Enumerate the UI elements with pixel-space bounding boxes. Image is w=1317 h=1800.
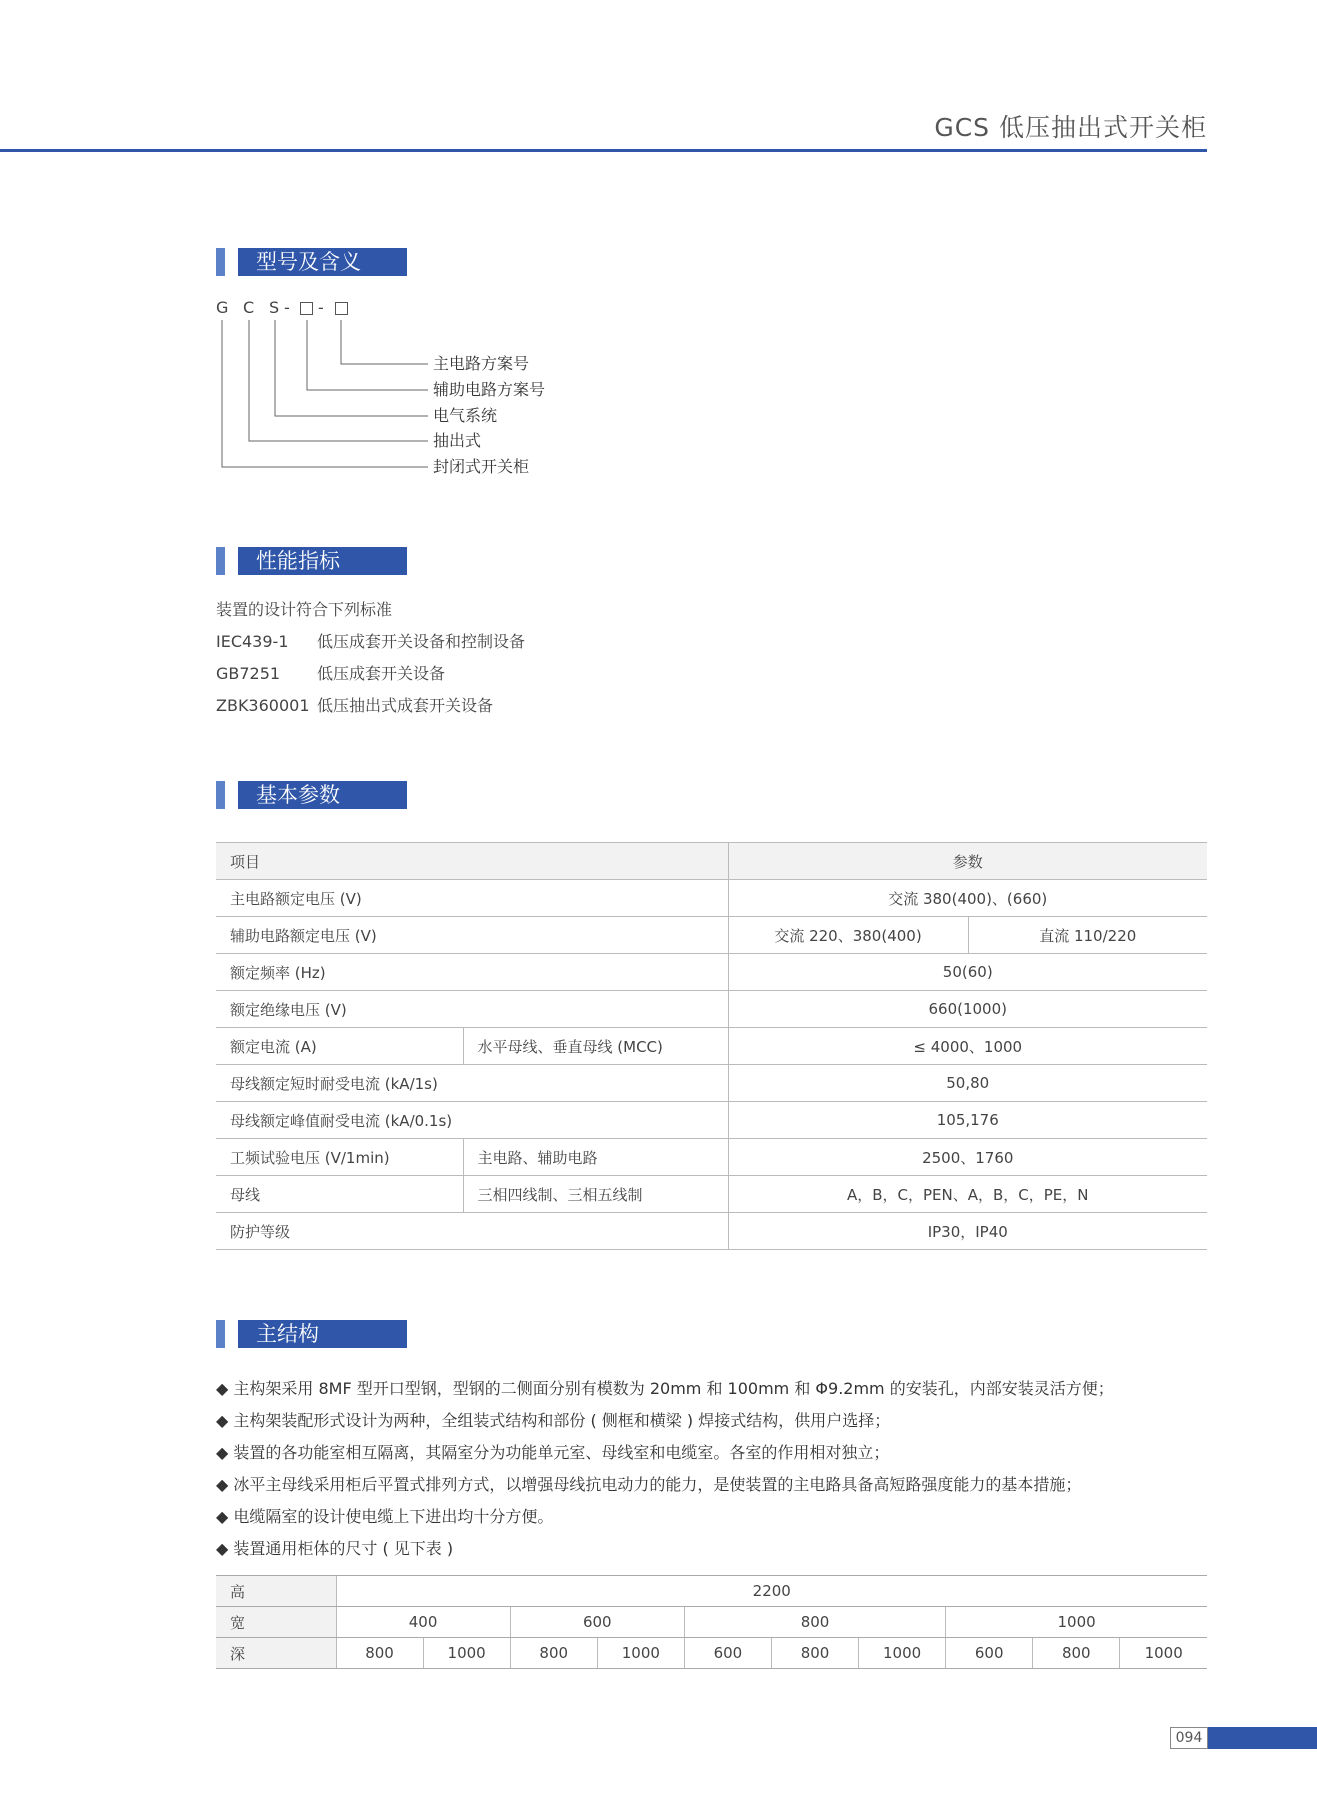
row-value: 交流 380(400)、(660) xyxy=(728,880,1207,917)
code-dash: - xyxy=(284,298,290,317)
standard-code: IEC439-1 xyxy=(216,632,289,651)
row-sublabel: 主电路、辅助电路 xyxy=(463,1139,728,1176)
page-number: 094 xyxy=(1170,1727,1208,1749)
section-title: 基本参数 xyxy=(256,783,340,807)
structure-bullet: ◆ 电缆隔室的设计使电缆上下进出均十分方便。 xyxy=(216,1507,554,1526)
depth-value: 1000 xyxy=(597,1638,684,1669)
legend-item: 电气系统 xyxy=(433,406,498,425)
row-value: 50,80 xyxy=(728,1065,1207,1102)
row-value: 50(60) xyxy=(728,954,1207,991)
depth-value: 800 xyxy=(510,1638,597,1669)
legend-item: 主电路方案号 xyxy=(433,354,530,373)
header-item: 项目 xyxy=(216,843,728,880)
standard-code: ZBK360001 xyxy=(216,696,310,715)
row-label: 工频试验电压 (V/1min) xyxy=(216,1139,463,1176)
code-dash: - xyxy=(318,298,324,317)
row-value: 105,176 xyxy=(728,1102,1207,1139)
legend-item: 封闭式开关柜 xyxy=(433,457,530,476)
section-title: 性能指标 xyxy=(256,549,340,573)
section-title: 型号及含义 xyxy=(256,250,361,274)
standard-name: 低压抽出式成套开关设备 xyxy=(317,696,494,715)
height-value: 2200 xyxy=(336,1576,1207,1607)
standard-item xyxy=(216,693,493,716)
standard-name: 低压成套开关设备 xyxy=(317,664,446,683)
standard-name: 低压成套开关设备和控制设备 xyxy=(317,632,526,651)
row-value: 直流 110/220 xyxy=(968,917,1207,954)
table-row xyxy=(216,991,1207,1028)
width-value: 400 xyxy=(336,1607,510,1638)
code-letter-c: C xyxy=(243,298,255,317)
depth-value: 800 xyxy=(771,1638,858,1669)
structure-bullet: ◆ 主构架装配形式设计为两种，全组装式结构和部份 ( 侧框和横梁 ) 焊接式结构，供用户选择； xyxy=(216,1411,891,1430)
depth-value: 600 xyxy=(684,1638,771,1669)
section-heading-structure xyxy=(216,1320,407,1348)
depth-value: 600 xyxy=(946,1638,1033,1669)
params-table xyxy=(216,842,1207,1250)
row-label: 母线 xyxy=(216,1176,463,1213)
model-connector-lines xyxy=(0,0,1317,500)
header-value: 参数 xyxy=(728,843,1207,880)
row-label: 母线额定峰值耐受电流 (kA/0.1s) xyxy=(216,1102,728,1139)
table-row xyxy=(216,1213,1207,1250)
table-row xyxy=(216,1028,1207,1065)
row-label: 宽 xyxy=(216,1607,336,1638)
dimensions-table xyxy=(216,1575,1207,1669)
row-sublabel: 水平母线、垂直母线 (MCC) xyxy=(463,1028,728,1065)
legend-item: 抽出式 xyxy=(433,431,482,450)
table-row xyxy=(216,880,1207,917)
row-value: 交流 220、380(400) xyxy=(728,917,968,954)
code-letter-s: S xyxy=(269,298,280,317)
row-value: 2500、1760 xyxy=(728,1139,1207,1176)
table-row xyxy=(216,1065,1207,1102)
row-label: 母线额定短时耐受电流 (kA/1s) xyxy=(216,1065,728,1102)
standard-item xyxy=(216,629,525,652)
row-value: 660(1000) xyxy=(728,991,1207,1028)
row-value: ≤ 4000、1000 xyxy=(728,1028,1207,1065)
row-label: 防护等级 xyxy=(216,1213,728,1250)
table-header-row xyxy=(216,843,1207,880)
header-title: GCS 低压抽出式开关柜 xyxy=(934,113,1207,142)
width-value: 600 xyxy=(510,1607,684,1638)
depth-value: 800 xyxy=(336,1638,423,1669)
row-value: A，B，C，PEN、A，B，C，PE，N xyxy=(728,1176,1207,1213)
section-title: 主结构 xyxy=(256,1322,319,1346)
section-heading-params xyxy=(216,781,407,809)
standard-item xyxy=(216,661,445,684)
depth-value: 800 xyxy=(1033,1638,1120,1669)
structure-bullet: ◆ 装置的各功能室相互隔离，其隔室分为功能单元室、母线室和电缆室。各室的作用相对独立； xyxy=(216,1443,890,1462)
table-row xyxy=(216,1607,1207,1638)
row-label: 深 xyxy=(216,1638,336,1669)
row-value: IP30，IP40 xyxy=(728,1213,1207,1250)
width-value: 1000 xyxy=(946,1607,1207,1638)
table-row xyxy=(216,954,1207,991)
structure-bullet: ◆ 冰平主母线采用柜后平置式排列方式，以增强母线抗电动力的能力，是使装置的主电路具备高短路强度能力的基本措施； xyxy=(216,1475,1082,1494)
table-row xyxy=(216,917,1207,954)
standard-code: GB7251 xyxy=(216,664,281,683)
structure-bullet: ◆ 主构架采用 8MF 型开口型钢，型钢的二侧面分别有模数为 20mm 和 100mm 和 Φ9.2mm 的安装孔，内部安装灵活方便； xyxy=(216,1379,1114,1398)
depth-value: 1000 xyxy=(1120,1638,1207,1669)
table-row xyxy=(216,1576,1207,1607)
row-sublabel: 三相四线制、三相五线制 xyxy=(463,1176,728,1213)
standards-intro: 装置的设计符合下列标准 xyxy=(216,600,393,619)
row-label: 额定绝缘电压 (V) xyxy=(216,991,728,1028)
row-label: 高 xyxy=(216,1576,336,1607)
table-row xyxy=(216,1139,1207,1176)
row-label: 额定电流 (A) xyxy=(216,1028,463,1065)
table-row xyxy=(216,1638,1207,1669)
section-heading-performance xyxy=(216,547,407,575)
depth-value: 1000 xyxy=(859,1638,946,1669)
structure-bullet: ◆ 装置通用柜体的尺寸 ( 见下表 ) xyxy=(216,1539,454,1558)
table-row xyxy=(216,1176,1207,1213)
table-row xyxy=(216,1102,1207,1139)
row-label: 主电路额定电压 (V) xyxy=(216,880,728,917)
legend-item: 辅助电路方案号 xyxy=(433,380,546,399)
row-label: 额定频率 (Hz) xyxy=(216,954,728,991)
width-value: 800 xyxy=(684,1607,945,1638)
code-letter-g: G xyxy=(216,298,229,317)
page-number-bar xyxy=(1208,1727,1317,1749)
depth-value: 1000 xyxy=(423,1638,510,1669)
row-label: 辅助电路额定电压 (V) xyxy=(216,917,728,954)
